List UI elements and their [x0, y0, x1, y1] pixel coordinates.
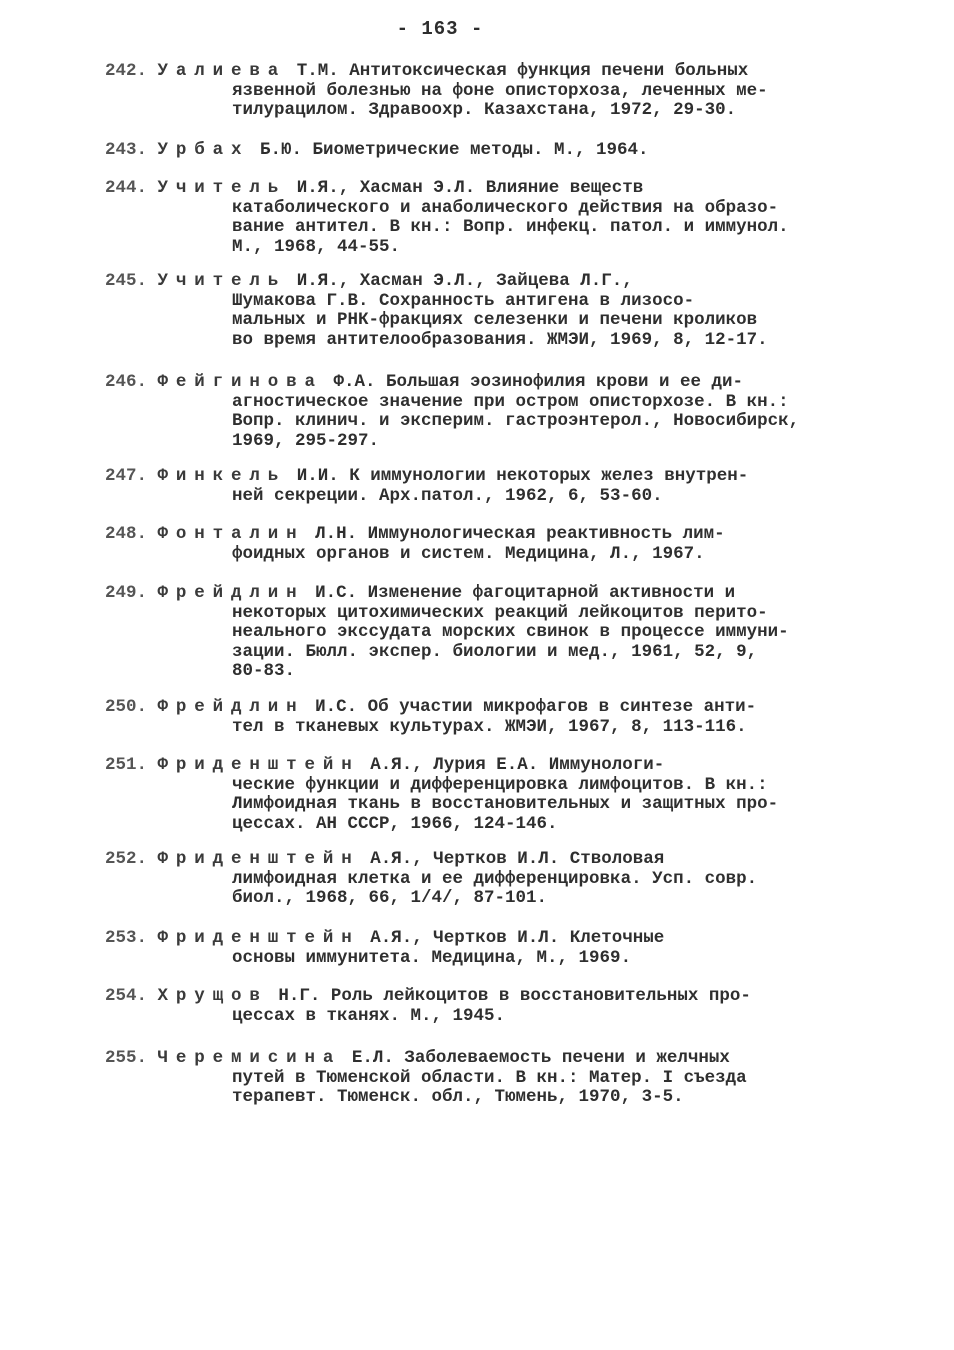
entry-continuation-line: путей в Тюменской области. В кн.: Матер. I съезда: [232, 1068, 747, 1088]
entry-first-line: [105, 756, 875, 776]
entry-continuation-line: агностическое значение при остром описторхозе. В кн.:: [232, 392, 789, 412]
entry-text: И.И. К иммунологии некоторых желез внутрен-: [296, 467, 749, 486]
entry-number: 252.: [105, 850, 148, 869]
bibliography-entry: [105, 141, 875, 161]
entry-continuation-line: 80-83.: [232, 662, 296, 681]
entry-continuation-line: ней секреции. Арх.патол., 1962, 6, 53-60.: [232, 486, 663, 506]
entry-first-line: [105, 929, 875, 949]
entry-number: 248.: [105, 525, 148, 544]
entry-continuation-line: катаболического и анаболического действия на образо-: [232, 198, 779, 218]
entry-number: 254.: [105, 987, 148, 1006]
bibliography-entry: [105, 272, 875, 350]
entry-first-line: [105, 987, 875, 1007]
entry-text: И.С. Об участии микрофагов в синтезе анти-: [315, 698, 757, 717]
entry-first-line: [105, 525, 875, 545]
entry-number: 244.: [105, 179, 148, 198]
entry-first-line: [105, 850, 875, 870]
entry-continuation-line: Лимфоидная ткань в восстановительных и защитных про-: [232, 795, 779, 814]
entry-continuation-line: цессах. АН СССР, 1966, 124-146.: [232, 814, 558, 834]
entry-number: 255.: [105, 1049, 148, 1068]
entry-continuation-line: лимфоидная клетка и ее дифференцировка. Усп. совр.: [232, 869, 758, 889]
entry-author: Черемисина: [157, 1049, 342, 1068]
entry-author: Фрейдлин: [157, 584, 305, 603]
bibliography-entry: [105, 850, 875, 909]
entry-continuation-line: вание антител. В кн.: Вопр. инфекц. патол. и иммунол.: [232, 218, 789, 237]
entry-continuation-line: ческие функции и дифференцировка лимфоцитов. В кн.:: [232, 775, 768, 795]
entry-author: Фриденштейн: [157, 756, 360, 775]
entry-first-line: [105, 62, 875, 82]
entry-author: Хрущов: [157, 987, 268, 1006]
entry-text: Б.Ю. Биометрические методы. М., 1964.: [259, 141, 649, 160]
entry-continuation-line: тел в тканевых культурах. ЖМЭИ, 1967, 8, 113-116.: [232, 717, 747, 737]
entry-first-line: [105, 1049, 875, 1069]
entry-number: 246.: [105, 373, 148, 392]
bibliography-entry: [105, 698, 875, 737]
entry-continuation-line: М., 1968, 44-55.: [232, 237, 401, 257]
entry-continuation-line: неального экссудата морских свинок в процессе иммуни-: [232, 623, 789, 642]
entry-text: А.Я., Чертков И.Л. Клеточные: [370, 929, 665, 948]
entry-continuation-line: фоидных органов и систем. Медицина, Л., 1967.: [232, 544, 705, 564]
entry-author: Фриденштейн: [157, 850, 360, 869]
entry-text: А.Я., Чертков И.Л. Стволовая: [370, 850, 665, 869]
entry-continuation-line: во время антителообразования. ЖМЭИ, 1969, 8, 12-17.: [232, 330, 768, 350]
entry-first-line: [105, 373, 875, 393]
entry-number: 242.: [105, 62, 148, 81]
entry-continuation-line: терапевт. Тюменск. обл., Тюмень, 1970, 3-5.: [232, 1088, 684, 1107]
entry-author: Учитель: [157, 272, 287, 291]
entry-text: Ф.А. Большая эозинофилия крови и ее ди-: [333, 373, 744, 392]
entry-text: Н.Г. Роль лейкоцитов в восстановительных про-: [278, 987, 751, 1006]
entry-continuation-line: основы иммунитета. Медицина, М., 1969.: [232, 948, 632, 968]
bibliography-entry: [105, 1049, 875, 1108]
entry-continuation-line: некоторых цитохимических реакций лейкоцитов перито-: [232, 603, 768, 623]
entry-text: И.Я., Хасман Э.Л., Зайцева Л.Г.,: [296, 272, 633, 291]
bibliography-entry: [105, 62, 875, 121]
bibliography-entry: [105, 756, 875, 834]
entry-continuation-line: Вопр. клинич. и эксперим. гастроэнтерол., Новосибирск,: [232, 412, 800, 431]
entry-continuation-line: Шумакова Г.В. Сохранность антигена в лизосо-: [232, 291, 695, 311]
entry-author: Уалиева: [157, 62, 287, 81]
entry-author: Учитель: [157, 179, 287, 198]
entry-continuation-line: зации. Бюлл. экспер. биологии и мед., 1961, 52, 9,: [232, 642, 758, 662]
entry-text: А.Я., Лурия Е.А. Иммунологи-: [370, 756, 665, 775]
entry-first-line: [105, 272, 875, 292]
entry-number: 251.: [105, 756, 148, 775]
entry-author: Фрейдлин: [157, 698, 305, 717]
entry-text: Т.М. Антитоксическая функция печени больных: [296, 62, 749, 81]
bibliography-entry: [105, 584, 875, 682]
page-number: - 163 -: [396, 18, 484, 40]
entry-author: Фриденштейн: [157, 929, 360, 948]
entry-continuation-line: цессах в тканях. М., 1945.: [232, 1006, 506, 1026]
entry-author: Финкель: [157, 467, 287, 486]
entry-number: 245.: [105, 272, 148, 291]
entry-continuation-line: 1969, 295-297.: [232, 431, 380, 451]
entry-number: 243.: [105, 141, 148, 160]
entry-text: И.Я., Хасман Э.Л. Влияние веществ: [296, 179, 644, 198]
entry-number: 249.: [105, 584, 148, 603]
entry-text: И.С. Изменение фагоцитарной активности и: [315, 584, 736, 603]
entry-first-line: [105, 467, 875, 487]
entry-text: Л.Н. Иммунологическая реактивность лим-: [315, 525, 725, 544]
bibliography-entry: [105, 467, 875, 506]
entry-continuation-line: мальных и РНК-фракциях селезенки и печени кроликов: [232, 311, 758, 330]
entry-continuation-line: биол., 1968, 66, 1/4/, 87-101.: [232, 889, 548, 908]
entry-first-line: [105, 179, 875, 199]
entry-author: Урбах: [157, 141, 250, 160]
bibliography-entry: [105, 987, 875, 1026]
entry-author: Фейгинова: [157, 373, 323, 392]
entry-text: Е.Л. Заболеваемость печени и желчных: [351, 1049, 730, 1068]
entry-first-line: [105, 584, 875, 604]
entry-number: 247.: [105, 467, 148, 486]
bibliography-entry: [105, 179, 875, 257]
entry-author: Фонталин: [157, 525, 305, 544]
bibliography-entry: [105, 525, 875, 564]
bibliography-entry: [105, 373, 875, 451]
entry-number: 250.: [105, 698, 148, 717]
entry-continuation-line: язвенной болезнью на фоне описторхоза, леченных ме-: [232, 81, 768, 101]
entry-continuation-line: тилурацилом. Здравоохр. Казахстана, 1972, 29-30.: [232, 101, 737, 120]
entry-first-line: [105, 141, 875, 161]
bibliography-entry: [105, 929, 875, 968]
entry-number: 253.: [105, 929, 148, 948]
entry-first-line: [105, 698, 875, 718]
